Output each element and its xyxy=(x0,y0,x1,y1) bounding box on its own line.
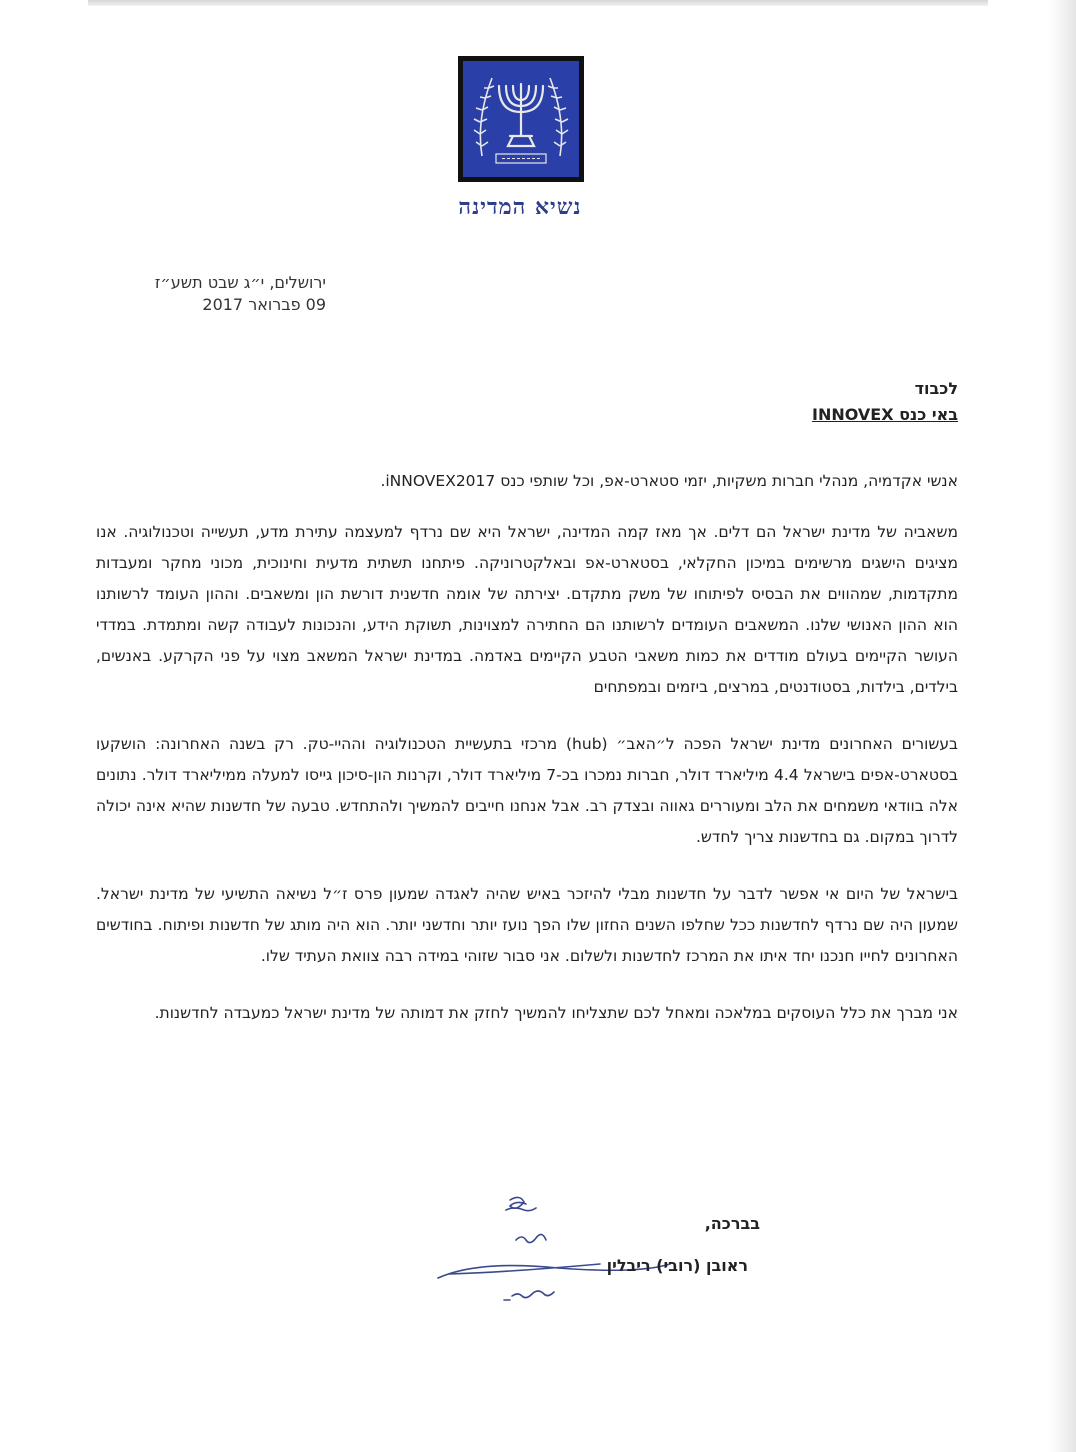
closing-block xyxy=(430,1192,760,1312)
body-paragraph: בישראל של היום אי אפשר לדבר על חדשנות מבלי להיזכר באיש שהיה לאגדה שמעון פרס ז״ל נשיאה התשיעי של מדינת ישראל. שמעון היה שם נרדף לחדשנות ככל שחלפו השנים החזון שלו הפך נועז יותר וחדשני יותר. הוא היה מותג של חדשנות ופיתוח. בחודשים האחרונים לחייו חנכנו יחד איתו את המרכז לחדשנות ולשלום. אני סבור שזוהי במידה רבה צוואת העתיד שלו. xyxy=(96,885,958,965)
signer-name: ראובן (רובי) ריבלין xyxy=(606,1256,748,1275)
handwritten-signature xyxy=(430,1192,760,1312)
body-paragraph: משאביה של מדינת ישראל הם דלים. אך מאז קמה המדינה, ישראל היא שם נרדף למעצמה עתירת מדע, תעשייה וטכנולוגיה. אנו מציגים הישגים מרשימים במיכון החקלאי, בסטארט-אפ ובאלקטרוניקה. פיתחנו תשתית מדעית וחינוכית, מכוני מחקר ומעבדות מתקדמות, שמהווים את הבסיס לפיתוחו של משק מתקדם. יצירתה של אומה חדשנית דורשת הון ומשאבים. וההון העומד לרשותנו הוא ההון האנושי שלנו. המשאבים העומדים לרשותנו הם החתירה למצוינות, תשוקת הידע, והנכונות לעבודה קשה ומתמדת. במדדי העושר הקיימים בעולם מודדים את כמות משאבי הטבע הקיימים באדמה. במדינת ישראל המשאב מצוי על פני הקרקע. באנשים, בילדים, בילדות, בסטודנטים, במרצים, ביזמים ובמפתחים xyxy=(96,523,958,696)
scan-edge-shadow xyxy=(1048,0,1076,1452)
top-edge-shadow xyxy=(88,0,988,6)
gregorian-date: 09 פברואר 2017 xyxy=(202,295,326,314)
body-paragraph: בעשורים האחרונים מדינת ישראל הפכה ל״האב״ (hub) מרכזי בתעשיית הטכנולוגיה וההיי-טק. רק בשנה האחרונה: הושקעו בסטארט-אפים בישראל 4.4 מיליארד דולר, חברות נמכרו בכ-7 מיליארד דולר, וקרנות הון-סיכון גייסו למעלה ממיליארד דולר. נתונים אלה בוודאי משמחים את הלב ומעוררים גאווה ובצדק רב. אבל אנחנו חייבים להמשיך ולהתחדש. טבעה של חדשנות שהיא אינה יכולה לדרוך במקום. גם בחדשנות צריך לחדש. xyxy=(96,735,958,846)
salutation: לכבוד xyxy=(914,379,958,398)
greeting-line: אנשי אקדמיה, מנהלי חברות משקיות, יזמי סטארט-אפ, וכל שותפי כנס iNNOVEX2017. xyxy=(380,472,958,490)
recipient-block xyxy=(600,376,958,428)
hebrew-date: ירושלים, י״ג שבט תשע״ז xyxy=(154,273,326,292)
state-emblem-icon xyxy=(458,56,584,182)
addressee: באי כנס INNOVEX xyxy=(811,405,958,424)
office-title: נשיא המדינה xyxy=(458,194,582,220)
date-block xyxy=(96,272,326,316)
closing-regards: בברכה, xyxy=(704,1214,760,1233)
letter-body xyxy=(96,466,958,1055)
body-paragraph: אני מברך את כלל העוסקים במלאכה ומאחל לכם שתצליחו להמשיך לחזק את דמותה של מדינת ישראל כמעבדה לחדשנות. xyxy=(154,1004,958,1022)
